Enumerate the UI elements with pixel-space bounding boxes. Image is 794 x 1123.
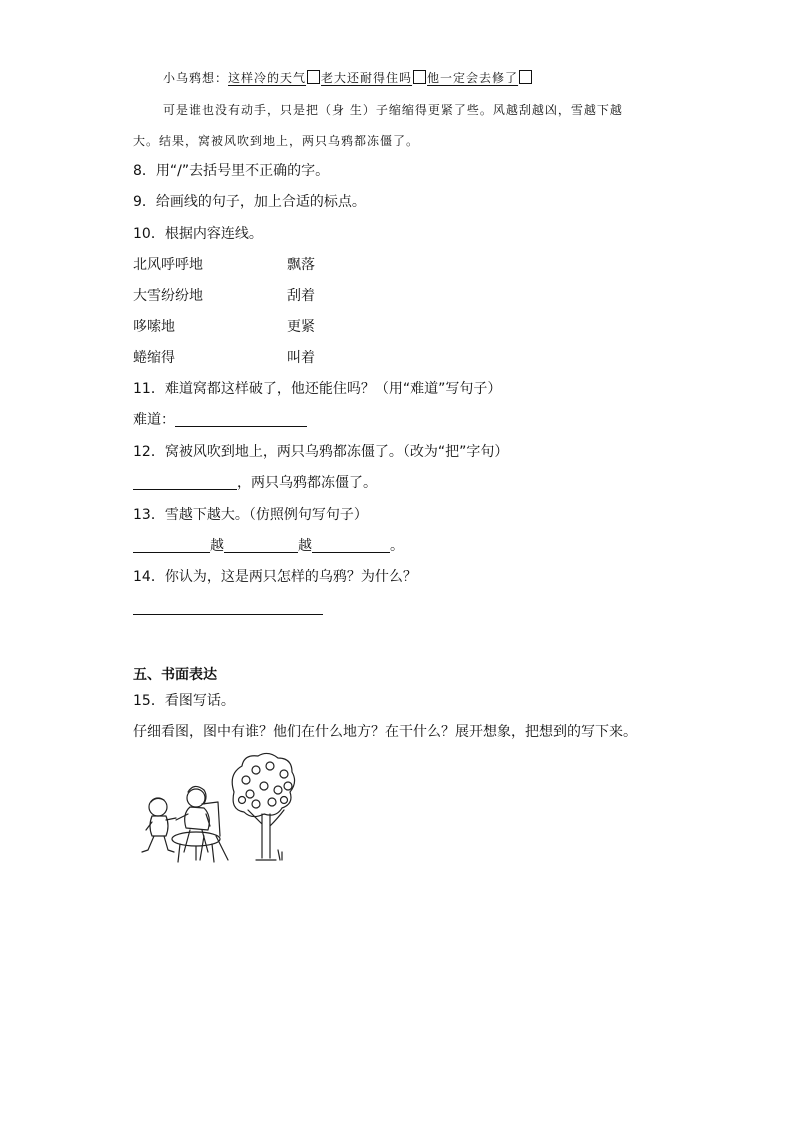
answer-13-word-1: 越 [210,538,224,554]
answer-13-blank-1[interactable] [133,538,210,553]
question-9: 9．给画线的句子，加上合适的标点。 [133,194,366,210]
question-11: 11．难道窝都这样破了，他还能住吗？（用“难道”写句子） [133,381,502,397]
answer-12 [133,473,377,493]
passage-line-3: 大。结果，窝被风吹到地上，两只乌鸦都冻僵了。 [133,134,420,148]
punctuation-box-2[interactable] [413,70,426,84]
underlined-part-1: 这样冷的天气 [228,71,307,85]
answer-13 [133,536,404,556]
answer-13-blank-3[interactable] [312,538,390,553]
match-left-2[interactable]: 大雪纷纷地 [133,288,203,304]
punctuation-box-3[interactable] [519,70,532,84]
match-left-4[interactable]: 蜷缩得 [133,350,175,366]
answer-12-blank[interactable] [133,475,237,490]
passage-line-2: 可是谁也没有动手，只是把（身 生）子缩缩得更紧了些。风越刮越凶，雪越下越 [163,103,623,117]
answer-14 [133,598,323,618]
passage-speaker: 小乌鸦想： [163,71,229,85]
question-15: 15．看图写话。 [133,693,235,709]
passage-line-1 [163,68,533,88]
table-icon [172,832,220,846]
punctuation-box-1[interactable] [307,70,320,84]
answer-13-word-2: 越 [298,538,312,554]
answer-13-blank-2[interactable] [224,538,298,553]
underlined-sentence [228,71,533,85]
match-right-1[interactable]: 飘落 [287,257,315,273]
picture-illustration [138,752,298,867]
answer-11-prefix: 难道： [133,412,175,428]
match-right-3[interactable]: 更紧 [287,319,315,335]
underlined-part-2: 老大还耐得住吗 [321,71,413,85]
question-8: 8．用“/”去括号里不正确的字。 [133,163,330,179]
writing-prompt: 仔细看图，图中有谁？他们在什么地方？在干什么？展开想象，把想到的写下来。 [133,724,637,740]
question-12: 12．窝被风吹到地上，两只乌鸦都冻僵了。（改为“把”字句） [133,444,509,460]
child-icon [142,798,176,852]
match-left-1[interactable]: 北风呼呼地 [133,257,203,273]
question-13: 13．雪越下越大。（仿照例句写句子） [133,507,368,523]
section-title: 五、书面表达 [133,667,217,683]
apple-tree-icon [232,753,294,860]
answer-13-end: 。 [390,538,404,554]
match-right-2[interactable]: 刮着 [287,288,315,304]
answer-14-blank[interactable] [133,600,323,615]
mother-icon [176,786,210,852]
question-14: 14．你认为，这是两只怎样的乌鸦？为什么？ [133,569,417,585]
match-left-3[interactable]: 哆嗦地 [133,319,175,335]
underlined-part-3: 他一定会去修了 [427,71,519,85]
match-right-4[interactable]: 叫着 [287,350,315,366]
answer-11 [133,410,307,430]
answer-11-blank[interactable] [175,412,307,427]
question-10: 10．根据内容连线。 [133,226,263,242]
answer-12-suffix: ，两只乌鸦都冻僵了。 [237,475,377,491]
